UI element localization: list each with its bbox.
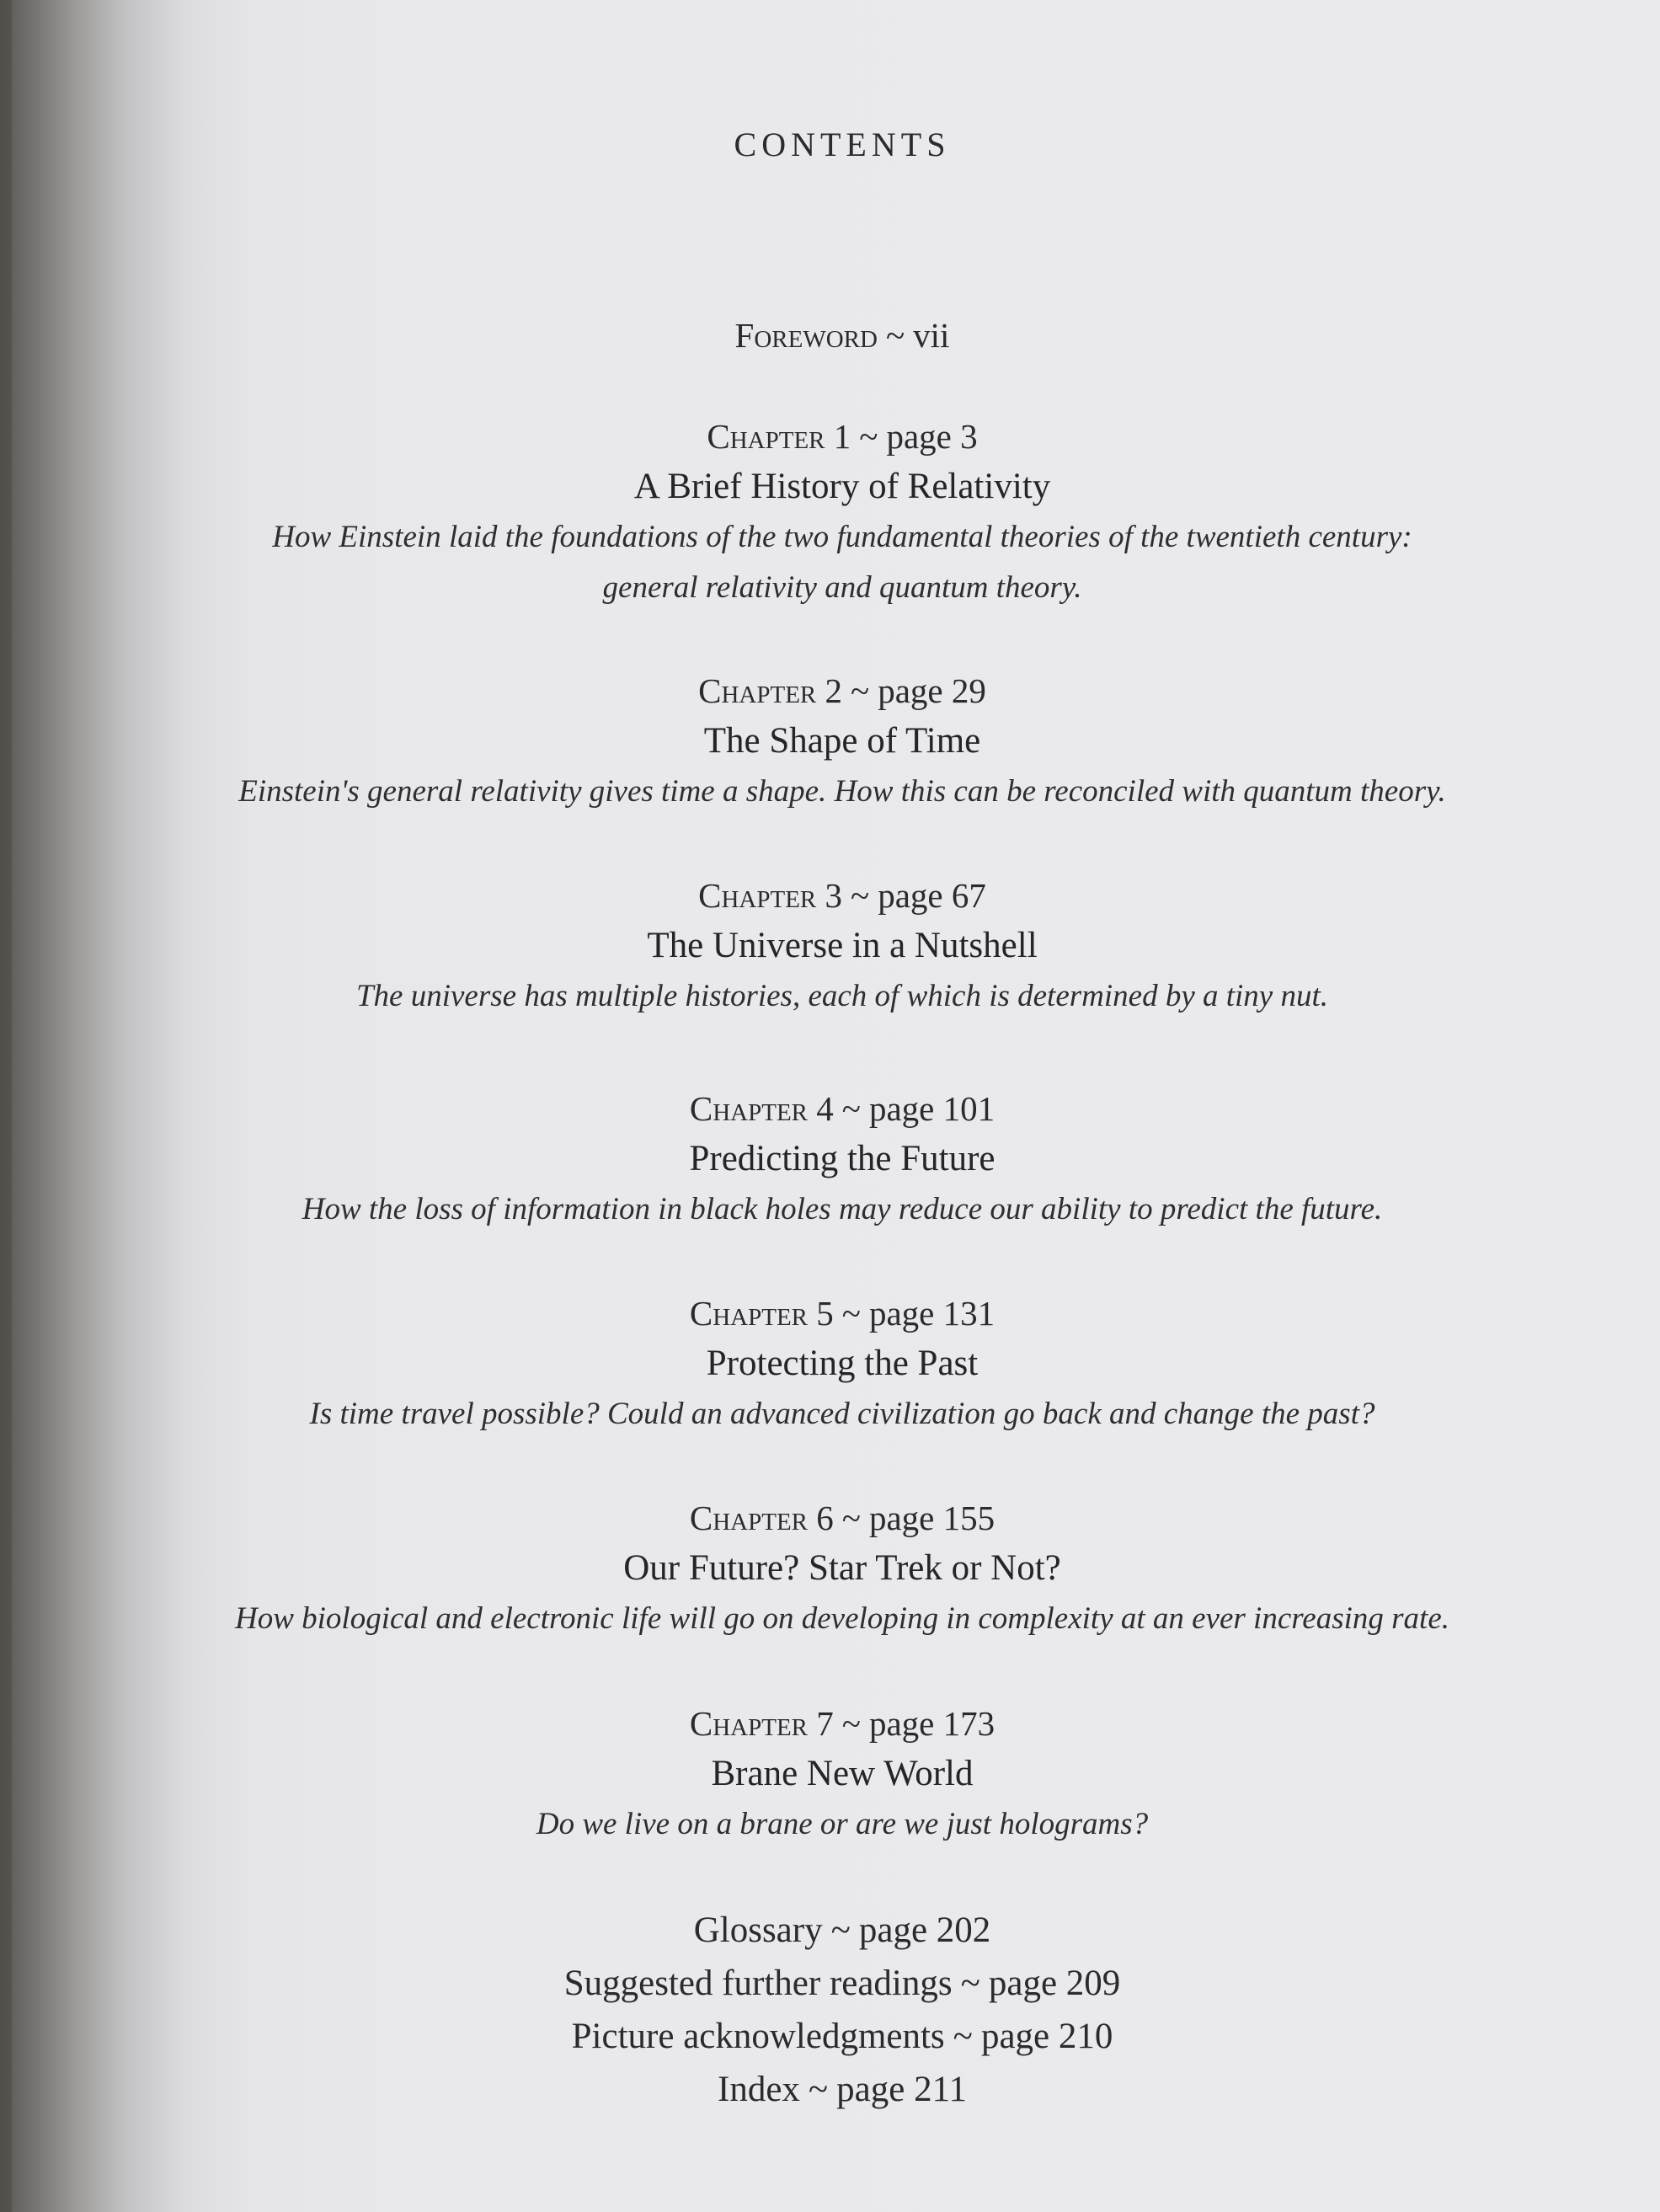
chapter-heading	[168, 411, 1516, 462]
chapter-page: page 173	[868, 1704, 995, 1743]
chapter-label: Chapter 1	[707, 417, 851, 456]
chapter-description-line: Einstein's general relativity gives time a shape. How this can be reconciled with quantum theory.	[238, 774, 1446, 809]
chapter-label: Chapter 7	[689, 1704, 834, 1743]
chapter-separator: ~	[841, 1499, 861, 1537]
backmatter-label: Glossary	[693, 1910, 823, 1950]
chapter-3-entry	[168, 870, 1516, 1022]
chapter-label: Chapter 3	[698, 876, 843, 915]
chapter-description-line: Is time travel possible? Could an advanced civilization go back and change the past?	[309, 1397, 1375, 1431]
chapter-separator: ~	[851, 671, 870, 710]
chapter-description-line: The universe has multiple histories, each of which is determined by a tiny nut.	[355, 979, 1329, 1013]
chapter-label: Chapter 2	[698, 671, 843, 710]
chapter-separator: ~	[841, 1089, 861, 1128]
chapter-heading	[168, 1083, 1516, 1134]
chapter-6-entry	[168, 1493, 1516, 1644]
backmatter-item-picture-acknowledgments	[168, 2010, 1516, 2063]
chapter-heading	[168, 1288, 1516, 1338]
chapter-title: Brane New World	[711, 1754, 974, 1793]
backmatter-page: page 209	[988, 1964, 1121, 2003]
chapter-page: page 155	[868, 1499, 995, 1537]
chapter-description-line: How biological and electronic life will go on developing in complexity at an ever increasing rate.	[234, 1601, 1449, 1636]
chapter-page: page 131	[868, 1294, 995, 1333]
page-title: CONTENTS	[734, 126, 951, 163]
chapter-page: page 67	[878, 876, 986, 915]
chapter-title: The Shape of Time	[703, 721, 981, 761]
chapter-page: page 3	[886, 417, 978, 456]
spine-shadow	[0, 0, 12, 2212]
chapter-title: A Brief History of Relativity	[633, 467, 1051, 506]
backmatter-page: page 211	[836, 2070, 967, 2109]
chapter-1-entry	[168, 411, 1516, 613]
chapter-title: The Universe in a Nutshell	[647, 926, 1038, 965]
foreword-separator: ~	[885, 316, 905, 355]
chapter-description-line: general relativity and quantum theory.	[602, 570, 1082, 605]
chapter-page: page 101	[868, 1089, 995, 1128]
chapter-title: Our Future? Star Trek or Not?	[623, 1548, 1061, 1588]
backmatter-separator: ~	[830, 1910, 851, 1950]
chapter-heading	[168, 665, 1516, 716]
backmatter-separator: ~	[953, 2017, 973, 2056]
chapter-label: Chapter 6	[689, 1499, 834, 1537]
chapter-description-line: How Einstein laid the foundations of the two fundamental theories of the twentieth century:	[272, 520, 1412, 554]
backmatter-label: Picture acknowledgments	[571, 2017, 945, 2056]
chapter-separator: ~	[841, 1294, 861, 1333]
chapter-separator: ~	[859, 417, 878, 456]
chapter-heading	[168, 1493, 1516, 1543]
chapter-separator: ~	[841, 1704, 861, 1743]
foreword-entry	[168, 315, 1516, 355]
chapter-separator: ~	[851, 876, 870, 915]
chapter-label: Chapter 5	[689, 1294, 834, 1333]
chapter-description-line: Do we live on a brane or are we just holograms?	[536, 1807, 1149, 1841]
backmatter-item-further-readings	[168, 1957, 1516, 2010]
foreword-label: Foreword	[734, 316, 878, 355]
backmatter-page: page 202	[858, 1910, 991, 1950]
chapter-title: Protecting the Past	[706, 1344, 979, 1383]
backmatter-page: page 210	[980, 2017, 1113, 2056]
backmatter-item-glossary	[168, 1904, 1516, 1957]
backmatter-list	[168, 1904, 1516, 2116]
backmatter-separator: ~	[808, 2070, 829, 2109]
chapter-page: page 29	[878, 671, 986, 710]
backmatter-separator: ~	[960, 1964, 980, 2003]
chapter-heading	[168, 870, 1516, 921]
foreword-page: vii	[913, 316, 950, 355]
backmatter-label: Index	[718, 2070, 800, 2109]
chapter-heading	[168, 1698, 1516, 1749]
chapter-5-entry	[168, 1288, 1516, 1440]
chapter-2-entry	[168, 665, 1516, 817]
backmatter-item-index	[168, 2063, 1516, 2116]
backmatter-label: Suggested further readings	[563, 1964, 953, 2003]
chapter-7-entry	[168, 1698, 1516, 1850]
chapter-title: Predicting the Future	[689, 1139, 995, 1178]
chapter-description-line: How the loss of information in black holes may reduce our ability to predict the future.	[302, 1192, 1383, 1226]
chapter-label: Chapter 4	[689, 1089, 834, 1128]
chapter-4-entry	[168, 1083, 1516, 1235]
